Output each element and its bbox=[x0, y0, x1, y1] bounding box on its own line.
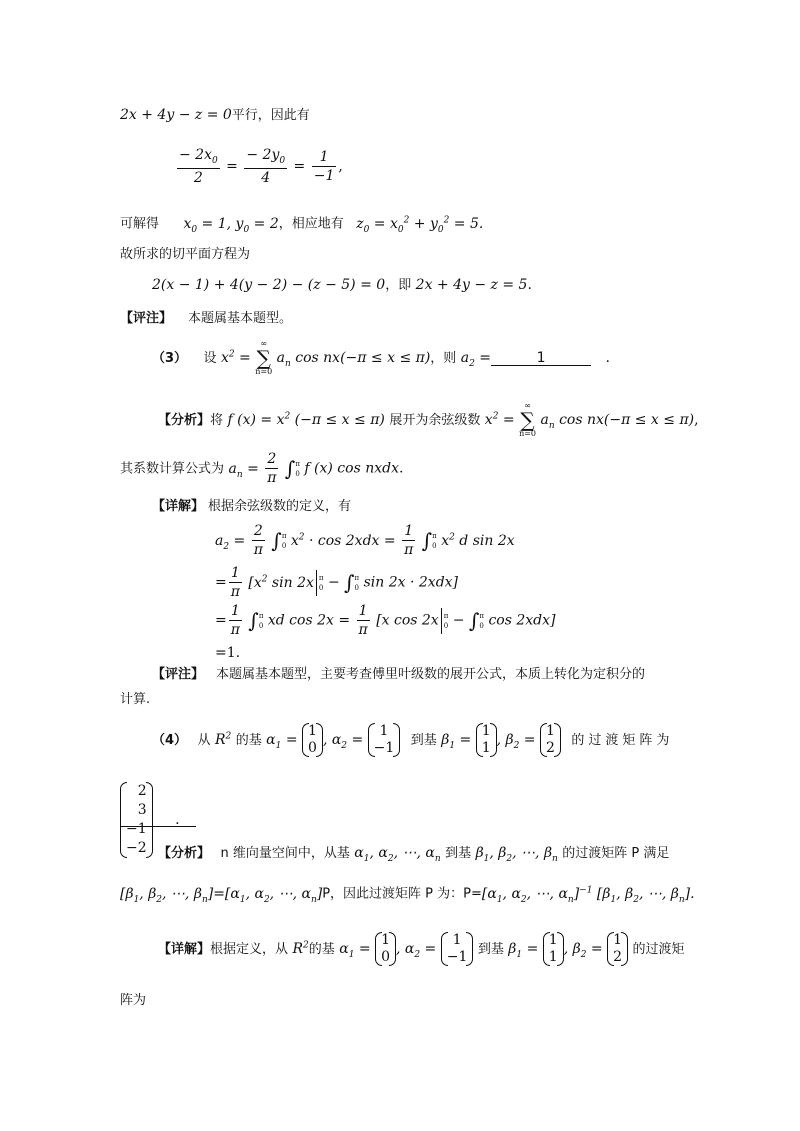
tangent-equation: 2(x − 1) + 4(y − 2) − (z − 5) = 0，即 2x + 4y − z = 5. bbox=[152, 277, 532, 293]
derivation-result: =1. bbox=[215, 645, 241, 661]
analysis-3: 【分析】将 f $(x) = x^2$ (−π ≤ x ≤ π) 展开为余弦级数 $x^2$ = ∞ ∑ n=0 $a_n$ cos nx(−π ≤ x ≤ π), bbox=[158, 401, 699, 438]
derivation-1: $a_2$ = $\frac{2}{\pi}$ ∫π 0 $x^2 \cdot \cos 2xdx$ = $\frac{1}{\pi}$ ∫π 0 $x^2$ d sin 2x bbox=[215, 523, 515, 558]
question-3: （3） 设 $x^2$ = ∞ ∑ n=0 $a_n$ cos nx(−π ≤ x ≤ π)，则 $a_2 = 1$ . bbox=[152, 339, 610, 376]
analysis-4: 【分析】 n 维向量空间中，从基 $\alpha_1$, $\alpha_2$, ⋯, $\alpha_n$ 到基 $\beta_1$, $\beta_2$, ⋯, $\beta_n$ 的过渡矩阵 P 满足 bbox=[158, 845, 670, 864]
detail-3: 【详解】 根据余弦级数的定义，有 bbox=[152, 499, 352, 514]
fraction-equation: $\frac{- 2x_0}{2}$ = $\frac{- 2y_0}{4}$ = $\frac{1}{-1}$ , bbox=[179, 147, 343, 186]
derivation-3: = $\frac{1}{\pi}$ ∫π 0 xd cos 2x = $\frac{1}{\pi}$ [x cos 2x π 0 − ∫π 0 cos 2xdx] bbox=[215, 603, 556, 638]
answer-underline-4 bbox=[120, 826, 196, 827]
analysis-4-formula: [$\beta_1$, $\beta_2$, ⋯, $\beta_n]=[\alpha_1$, $\alpha_2$, ⋯, $\alpha_n]P$，因此过渡矩阵 P 为：$P=[\alpha_1$, $\alpha_2$, ⋯, $\alpha_n]^{-1}$ [$\beta_1$, $\beta_2$, ⋯, $\beta_n$]. bbox=[120, 885, 695, 905]
detail-4-cont: 阵为 bbox=[120, 993, 147, 1008]
plane-line: 2x + 4y − z = 0平行，因此有 bbox=[120, 107, 310, 123]
solve-line: 可解得 $x_0 = 1$, $y_0 = 2$，相应地有 $z_0 = x_0^2 + y_0^2 = 5$. bbox=[120, 215, 484, 235]
comment-3: 【评注】 本题属基本题型，主要考查傅里叶级数的展开公式，本质上转化为定积分的 bbox=[152, 667, 646, 682]
coef-formula: 其系数计算公式为 $a_n$ = $\frac{2}{\pi}$ ∫π 0 f (x) cos nxdx. bbox=[120, 451, 404, 486]
question-4: （4） 从 $R^2$ 的基 $\alpha_1$ = 1 0 , $\alpha_2$ = 1 −1 到基 $\beta_1$ = 1 1 , $\beta_2$ = 1 2 的过渡矩阵为 bbox=[152, 723, 674, 756]
answer-blank-3: 1 bbox=[491, 351, 591, 366]
comment-1: 【评注】 本题属基本题型。 bbox=[120, 311, 293, 326]
answer-matrix-4: 2 3 −1 −2 . bbox=[120, 782, 180, 858]
detail-4: 【详解】根据定义，从 $R^2$的基 $\alpha_1$ = 1 0 , $\alpha_2$ = 1 −1 到基 $\beta_1$ = 1 1 , $\beta_2$ = 1 2 的过渡矩 bbox=[158, 932, 685, 965]
comment-3-cont: 计算. bbox=[120, 692, 151, 707]
derivation-2: = $\frac{1}{\pi}$ [$x^2$ sin 2x π 0 − ∫π 0 sin 2x · 2xdx] bbox=[215, 565, 459, 600]
tangent-intro: 故所求的切平面方程为 bbox=[120, 247, 251, 262]
